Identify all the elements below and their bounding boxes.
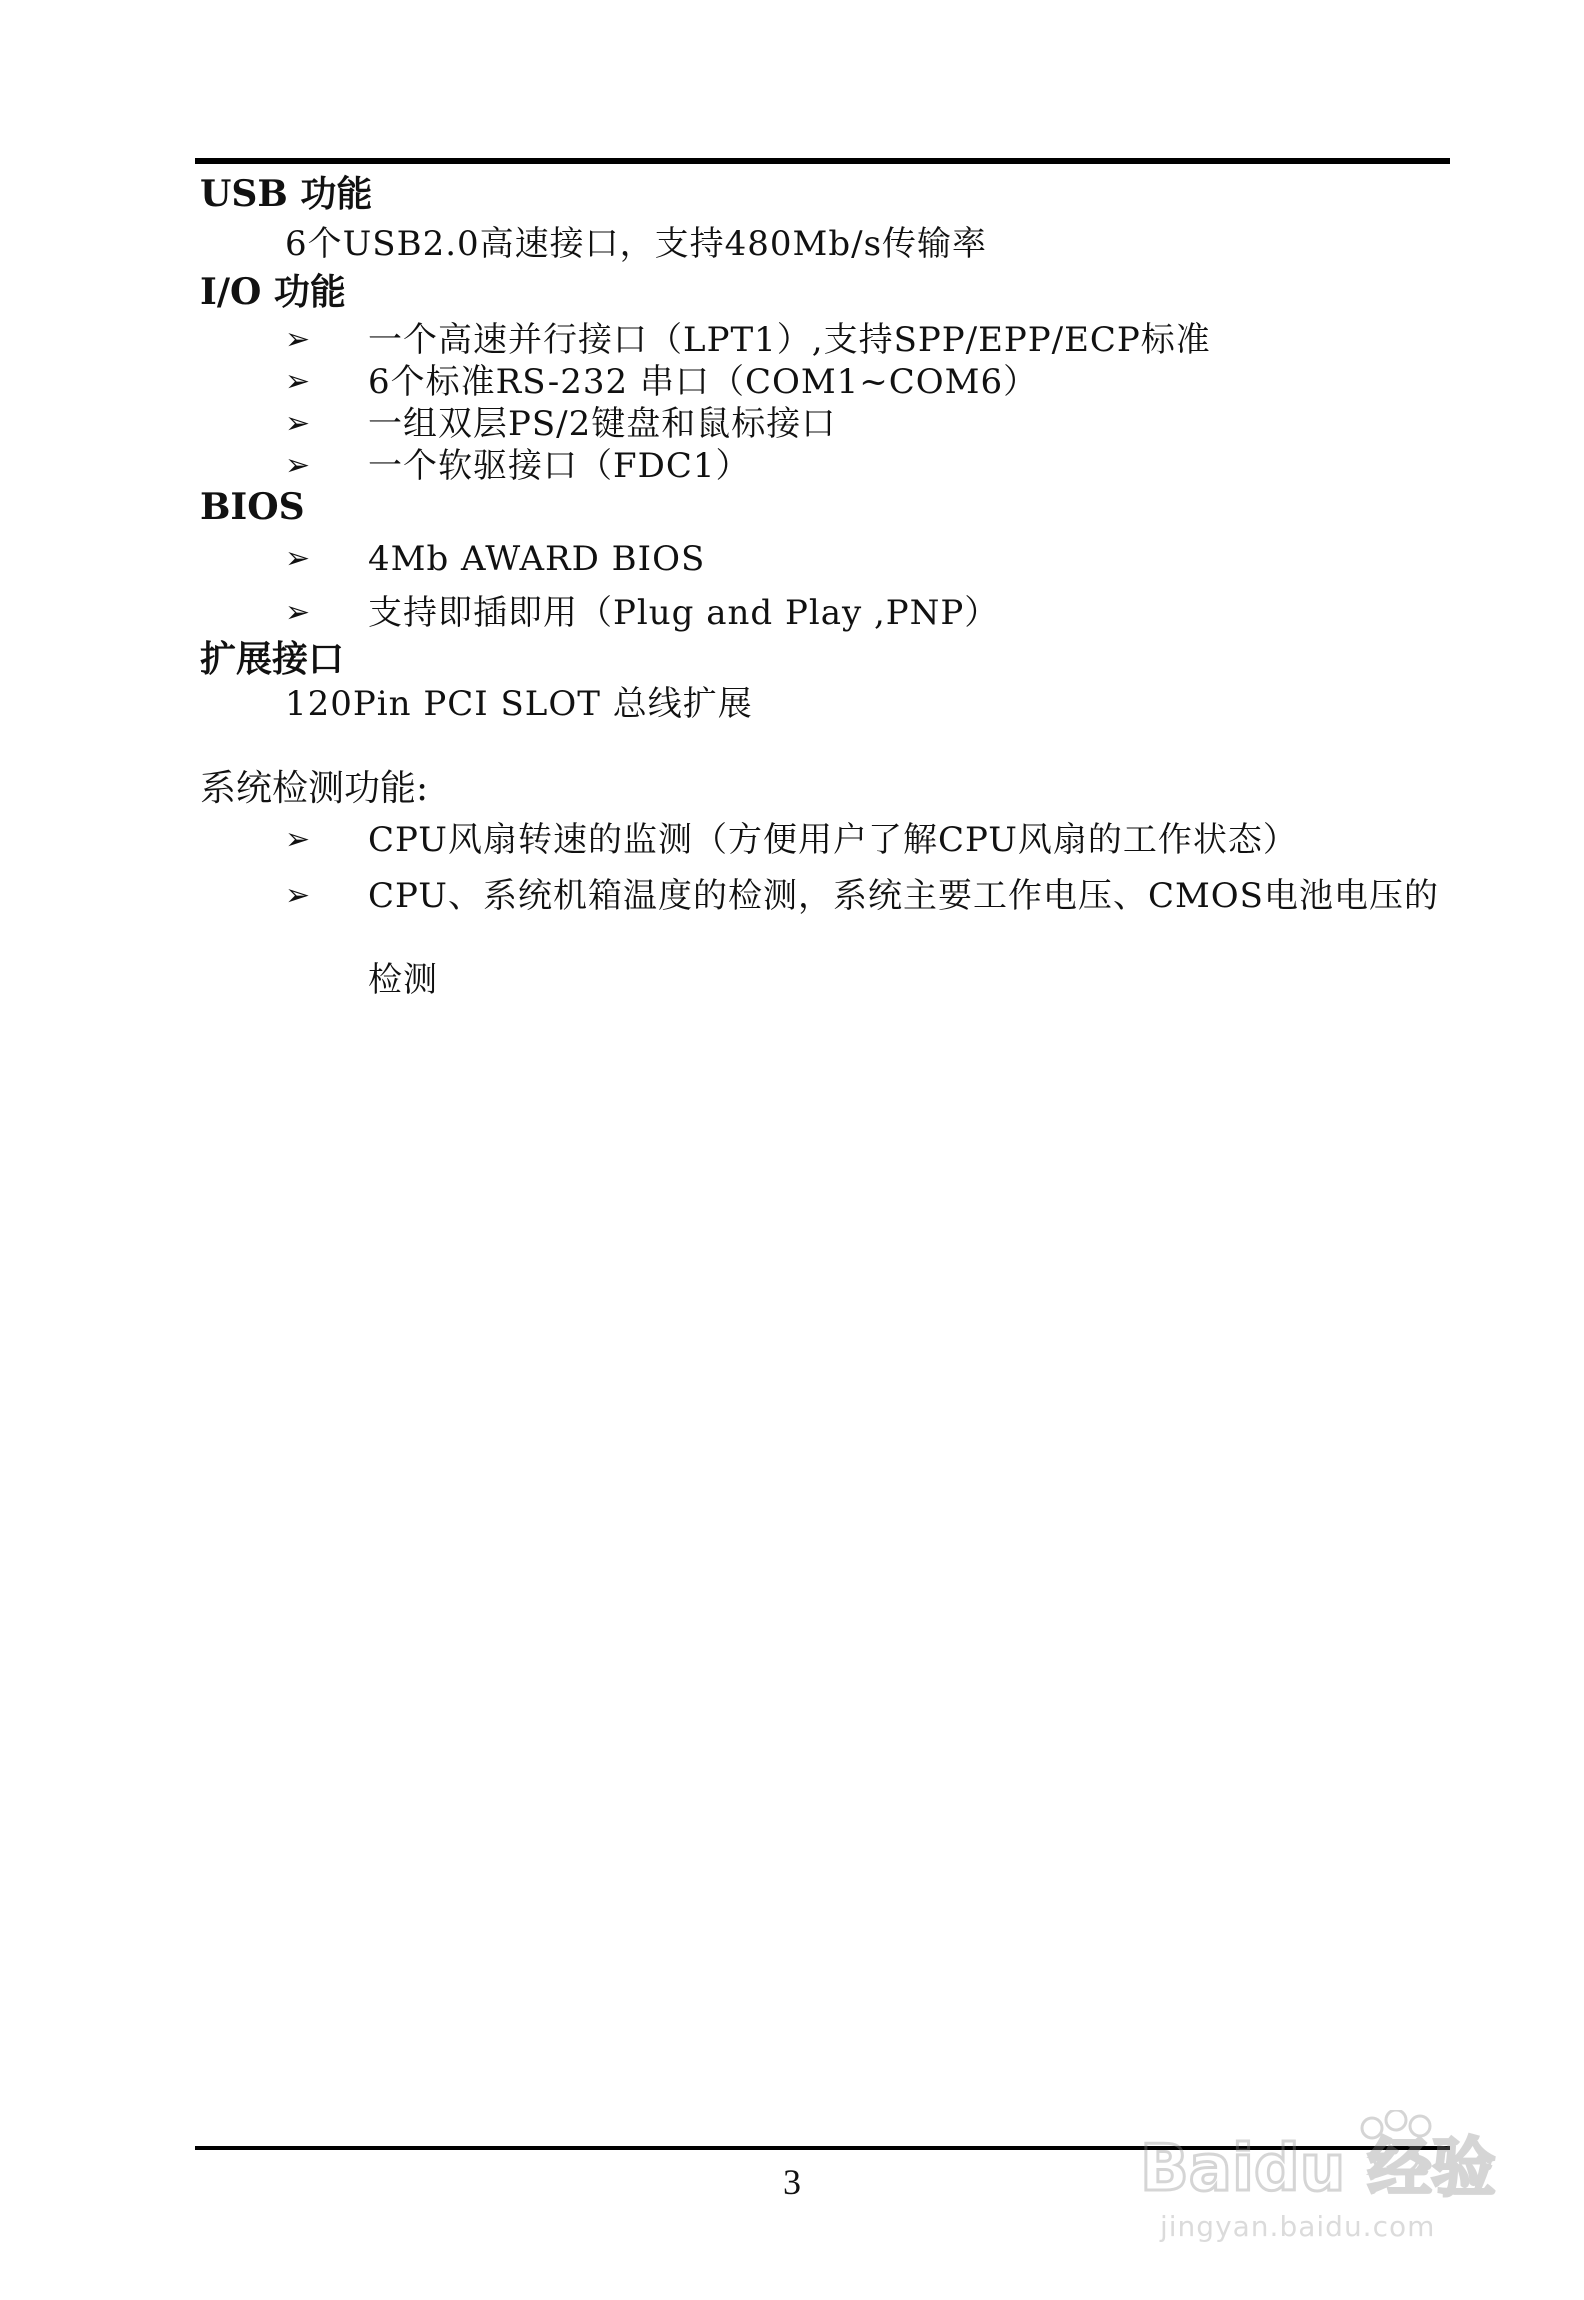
page-number: 3 [783, 2162, 801, 2202]
monitoring-item-text: CPU、系统机箱温度的检测，系统主要工作电压、CMOS电池电压的检测 [368, 876, 1439, 1000]
expansion-description: 120Pin PCI SLOT 总线扩展 [285, 684, 753, 724]
monitoring-heading: 系统检测功能: [200, 768, 429, 809]
bullet-arrow-icon: ➢ [285, 595, 311, 630]
io-heading: I/O 功能 [200, 271, 346, 313]
io-item-text: 一个软驱接口（FDC1） [368, 446, 751, 486]
watermark [1120, 2060, 1520, 2260]
bullet-arrow-icon: ➢ [285, 406, 311, 441]
bullet-arrow-icon: ➢ [285, 822, 311, 857]
bullet-arrow-icon: ➢ [285, 878, 311, 913]
bullet-arrow-icon: ➢ [285, 448, 311, 483]
bullet-arrow-icon: ➢ [285, 541, 311, 576]
svg-text:Baidu 经验: Baidu 经验 [1140, 2132, 1496, 2200]
monitoring-item-text: CPU风扇转速的监测（方便用户了解CPU风扇的工作状态） [368, 820, 1298, 860]
expansion-heading: 扩展接口 [200, 638, 345, 680]
usb-description: 6个USB2.0高速接口，支持480Mb/s传输率 [285, 224, 988, 264]
bios-item-text: 4Mb AWARD BIOS [368, 539, 706, 579]
io-item-text: 6个标准RS-232 串口（COM1~COM6） [368, 362, 1039, 402]
usb-heading: USB 功能 [200, 173, 373, 215]
io-item-text: 一个高速并行接口（LPT1）,支持SPP/EPP/ECP标准 [368, 320, 1211, 360]
header-rule [195, 158, 1450, 164]
bullet-arrow-icon: ➢ [285, 364, 311, 399]
baidu-logo-icon [1140, 2110, 1520, 2200]
bios-item-text: 支持即插即用（Plug and Play ,PNP） [368, 593, 1000, 633]
io-item-text: 一组双层PS/2键盘和鼠标接口 [368, 404, 837, 444]
watermark-url: jingyan.baidu.com [1160, 2210, 1436, 2243]
bios-heading: BIOS [200, 486, 305, 528]
bullet-arrow-icon: ➢ [285, 322, 311, 357]
